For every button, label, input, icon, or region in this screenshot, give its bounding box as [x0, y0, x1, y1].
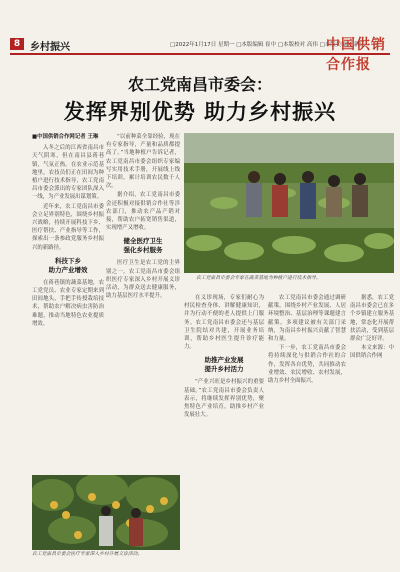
subheading-line: 健全医疗卫生 [123, 237, 163, 246]
page-header [0, 0, 400, 73]
subheading-line: 提升乡村活力 [204, 365, 244, 374]
paragraph: 入冬之后的江西省南昌市天气阴寒，但在南昌县蒋巷镇，气氛正热。在农业示范基地里，农技员们正在田间为种植户进行技术指导，农工党南昌市委会派出的专家团队深入一线，为产业发展出谋划策。 [32, 145, 104, 201]
paragraph: 在义诊现场，专家们耐心为村民检查身体、讲解健康知识，并为行动不便的老人提供上门服务。农工党南昌市委会还与基层卫生院结对共建，开展业务培训，帮助乡村医生提升诊疗能力。 [184, 295, 264, 351]
subheading-line: 助推产业发展 [204, 356, 244, 365]
subheading-line: 科技下乡 [55, 256, 81, 265]
subheading-line: 强化乡村服务 [123, 246, 163, 255]
paragraph: 据介绍，农工党南昌市委会还积极对接供销合作社等涉农部门，推动农产品产销对接，帮助农户拓宽销售渠道，实现增产又增收。 [106, 192, 180, 232]
byline: ■中国供销合作网记者 王琳 [32, 134, 99, 140]
paragraph: 下一步，农工党南昌市委会将持续深化与供销合作社的合作，发挥各自优势，共同推动农业增效、农民增收、农村发展，助力乡村全面振兴。 [268, 345, 346, 385]
page-number: 8 [10, 38, 24, 50]
paragraph: “产业兴旺是乡村振兴的重要基础。”农工党南昌市委会负责人表示，将继续发挥界别优势，聚焦特色产业培育，助推乡村产业发展壮大。 [184, 379, 264, 419]
article-column-1 [32, 133, 104, 475]
subheading-2 [106, 237, 180, 255]
orchard-photo [32, 475, 180, 550]
paragraph: 本文来源：中国供销合作网 [350, 345, 394, 360]
paragraph: “以前种菜全靠经验，现在有专家指导，产量和品质都提高了。”当地种植户告诉记者，农工党南昌市委会组织专家编写实用技术手册，开展线上线下培训，累计培训农民数千人次。 [106, 134, 180, 190]
paragraph: 在蒋巷镇的蔬菜基地，农工党党员、农业专家定期来到田间地头，手把手传授栽培技术，帮助农户解决病虫害防治难题，推动当地特色农业提质增效。 [32, 279, 104, 327]
article-column-2 [106, 133, 180, 463]
article-column-3 [184, 294, 264, 572]
field-photo-image [184, 133, 394, 273]
subheading-3 [184, 356, 264, 374]
paragraph: 农工党南昌市委会通过调研献策，围绕乡村产业发展、人居环境整治、基层治理等课题建言献策，多项建议被有关部门采纳，为南昌乡村振兴贡献了智慧和力量。 [268, 295, 346, 343]
header-rule [10, 53, 390, 55]
photo-caption-2: 农工党南昌市委会医疗专家深入乡村开展义诊活动。 [32, 552, 143, 557]
subheading-line: 助力产业增效 [48, 265, 88, 274]
column-title: 乡村振兴 [30, 42, 70, 53]
photo-caption-1: 农工党南昌市委会专家在蔬菜基地为种植户进行技术指导。 [196, 276, 321, 281]
paragraph: 医疗卫生是农工党的主界别之一。农工党南昌市委会组织医疗专家深入乡村开展义诊活动，为群众送去健康服务，助力基层医疗水平提升。 [106, 260, 180, 300]
field-photo [184, 133, 394, 273]
newspaper-logo: 中国供销合作报 [326, 37, 386, 73]
article-kicker: 农工党南昌市委会： [127, 75, 272, 94]
paragraph: 据悉，农工党南昌市委会已在多个乡镇建立服务基地，常态化开展帮扶活动，受到基层群众广泛好评。 [350, 295, 394, 343]
article-headline: 发挥界别优势 助力乡村振兴 [63, 99, 337, 124]
subheading-1 [32, 257, 104, 275]
article-column-4 [268, 294, 346, 572]
orchard-photo-image [32, 475, 180, 550]
article-column-5 [350, 294, 394, 572]
paragraph: 近年来，农工党南昌市委会立足界别特色，围绕乡村振兴战略，持续开展科技下乡、医疗帮扶、产业指导等工作，探索出一条参政党服务乡村振兴的新路径。 [32, 203, 104, 251]
issue-info: □2022年1月17日 星期一 □本版编辑 崔中 □本版校对 高伟 □本版美编 王新乐 [170, 42, 366, 48]
